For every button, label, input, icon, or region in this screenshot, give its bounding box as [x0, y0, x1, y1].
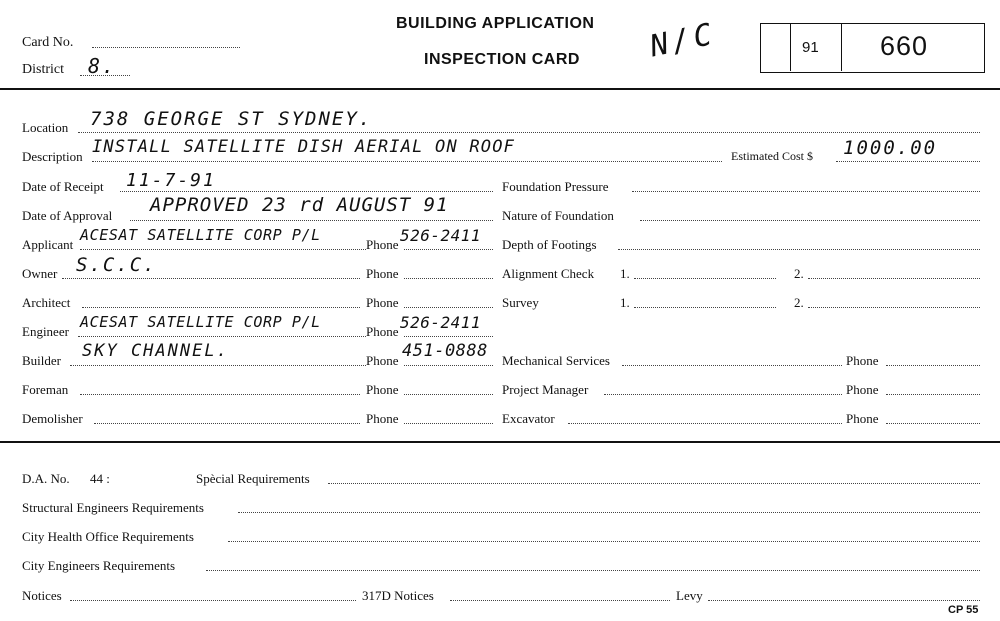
middle-rule — [0, 441, 1000, 443]
applicant-phone-label: Phone — [366, 237, 399, 252]
mechanical-services-phone-label: Phone — [846, 353, 879, 368]
foundation-pressure-field[interactable] — [632, 191, 980, 192]
alignment-check-1: 1. — [620, 266, 630, 281]
builder-label: Builder — [22, 353, 61, 368]
city-health-field[interactable] — [228, 541, 980, 542]
description-label: Description — [22, 149, 83, 164]
survey-label: Survey — [502, 295, 539, 310]
foreman-field[interactable] — [80, 394, 360, 395]
project-manager-phone-label: Phone — [846, 382, 879, 397]
demolisher-label: Demolisher — [22, 411, 83, 426]
structural-engineers-label: Structural Engineers Requirements — [22, 500, 204, 515]
alignment-check-label: Alignment Check — [502, 266, 595, 281]
location-value: 738 GEORGE ST SYDNEY. — [90, 108, 373, 130]
engineer-value: ACESAT SATELLITE CORP P/L — [80, 313, 321, 331]
estimated-cost-label: Estimated Cost $ — [731, 149, 813, 163]
foreman-phone-label: Phone — [366, 382, 399, 397]
engineer-label: Engineer — [22, 324, 69, 339]
demolisher-phone-field[interactable] — [404, 423, 493, 424]
excavator-phone-label: Phone — [846, 411, 879, 426]
levy-label: Levy — [676, 588, 703, 603]
date-of-receipt-field[interactable] — [120, 191, 493, 192]
estimated-cost-field[interactable] — [836, 161, 980, 162]
depth-of-footings-label: Depth of Footings — [502, 237, 597, 252]
owner-label: Owner — [22, 266, 58, 281]
card-number: 660 — [880, 31, 929, 61]
notices-317d-label: 317D Notices — [362, 588, 434, 603]
mechanical-services-phone-field[interactable] — [886, 365, 980, 366]
architect-phone-label: Phone — [366, 295, 399, 310]
foundation-pressure-label: Foundation Pressure — [502, 179, 609, 194]
engineer-phone-label: Phone — [366, 324, 399, 339]
project-manager-label: Project Manager — [502, 382, 589, 397]
engineer-phone-value: 526-2411 — [400, 313, 482, 332]
location-label: Location — [22, 120, 69, 135]
demolisher-field[interactable] — [94, 423, 360, 424]
applicant-field[interactable] — [80, 249, 366, 250]
architect-phone-field[interactable] — [404, 307, 493, 308]
project-manager-phone-field[interactable] — [886, 394, 980, 395]
foreman-label: Foreman — [22, 382, 69, 397]
city-engineers-field[interactable] — [206, 570, 980, 571]
engineer-phone-field[interactable] — [404, 336, 493, 337]
owner-field[interactable] — [62, 278, 360, 279]
city-health-label: City Health Office Requirements — [22, 529, 194, 544]
date-of-approval-field[interactable] — [130, 220, 493, 221]
engineer-field[interactable] — [78, 336, 366, 337]
top-rule — [0, 88, 1000, 90]
mechanical-services-field[interactable] — [622, 365, 842, 366]
city-engineers-label: City Engineers Requirements — [22, 558, 176, 573]
alignment-check-2-field[interactable] — [808, 278, 980, 279]
date-of-receipt-label: Date of Receipt — [22, 179, 104, 194]
notices-label: Notices — [22, 588, 62, 603]
description-value: INSTALL SATELLITE DISH AERIAL ON ROOF — [92, 137, 516, 157]
excavator-label: Excavator — [502, 411, 555, 426]
builder-value: SKY CHANNEL. — [82, 341, 229, 361]
location-field[interactable] — [78, 132, 980, 133]
structural-engineers-field[interactable] — [238, 512, 980, 513]
owner-phone-field[interactable] — [404, 278, 493, 279]
card-no-label: Card No. — [22, 35, 74, 50]
district-value: 8. — [88, 54, 117, 78]
foreman-phone-field[interactable] — [404, 394, 493, 395]
excavator-field[interactable] — [568, 423, 842, 424]
alignment-check-1-field[interactable] — [634, 278, 776, 279]
nature-of-foundation-field[interactable] — [640, 220, 980, 221]
owner-value: S.C.C. — [76, 254, 157, 276]
builder-phone-field[interactable] — [404, 365, 493, 366]
da-no-label: D.A. No. — [22, 471, 70, 486]
da-no-value: 44 : — [90, 471, 110, 486]
architect-field[interactable] — [82, 307, 360, 308]
form-code: CP 55 — [948, 604, 979, 616]
mechanical-services-label: Mechanical Services — [502, 353, 610, 368]
demolisher-phone-label: Phone — [366, 411, 399, 426]
survey-2-field[interactable] — [808, 307, 980, 308]
date-of-receipt-value: 11-7-91 — [126, 170, 216, 191]
nc-mark: N/C — [646, 16, 719, 65]
project-manager-field[interactable] — [604, 394, 842, 395]
estimated-cost-value: 1000.00 — [843, 137, 938, 159]
date-of-approval-label: Date of Approval — [22, 208, 113, 223]
title-line2: INSPECTION CARD — [424, 51, 580, 68]
alignment-check-2: 2. — [794, 266, 804, 281]
applicant-phone-field[interactable] — [404, 249, 493, 250]
applicant-value: ACESAT SATELLITE CORP P/L — [80, 226, 321, 244]
special-requirements-label: Spècial Requirements — [196, 471, 310, 486]
levy-field[interactable] — [708, 600, 980, 601]
builder-phone-label: Phone — [366, 353, 399, 368]
nature-of-foundation-label: Nature of Foundation — [502, 208, 614, 223]
survey-1-field[interactable] — [634, 307, 776, 308]
owner-phone-label: Phone — [366, 266, 399, 281]
depth-of-footings-field[interactable] — [618, 249, 980, 250]
survey-1: 1. — [620, 295, 630, 310]
notices-field[interactable] — [70, 600, 356, 601]
applicant-phone-value: 526-2411 — [400, 226, 482, 245]
card-no-field[interactable] — [92, 47, 240, 48]
builder-phone-value: 451-0888 — [402, 341, 488, 361]
title-line1: BUILDING APPLICATION — [396, 15, 595, 32]
applicant-label: Applicant — [22, 237, 74, 252]
architect-label: Architect — [22, 295, 71, 310]
survey-2: 2. — [794, 295, 804, 310]
card-number-prefix: 91 — [802, 39, 819, 56]
builder-field[interactable] — [70, 365, 366, 366]
special-requirements-field[interactable] — [328, 483, 980, 484]
description-field[interactable] — [92, 161, 722, 162]
district-label: District — [22, 62, 64, 77]
date-of-approval-value: APPROVED 23 rd AUGUST 91 — [150, 194, 449, 216]
excavator-phone-field[interactable] — [886, 423, 980, 424]
notices-317d-field[interactable] — [450, 600, 670, 601]
